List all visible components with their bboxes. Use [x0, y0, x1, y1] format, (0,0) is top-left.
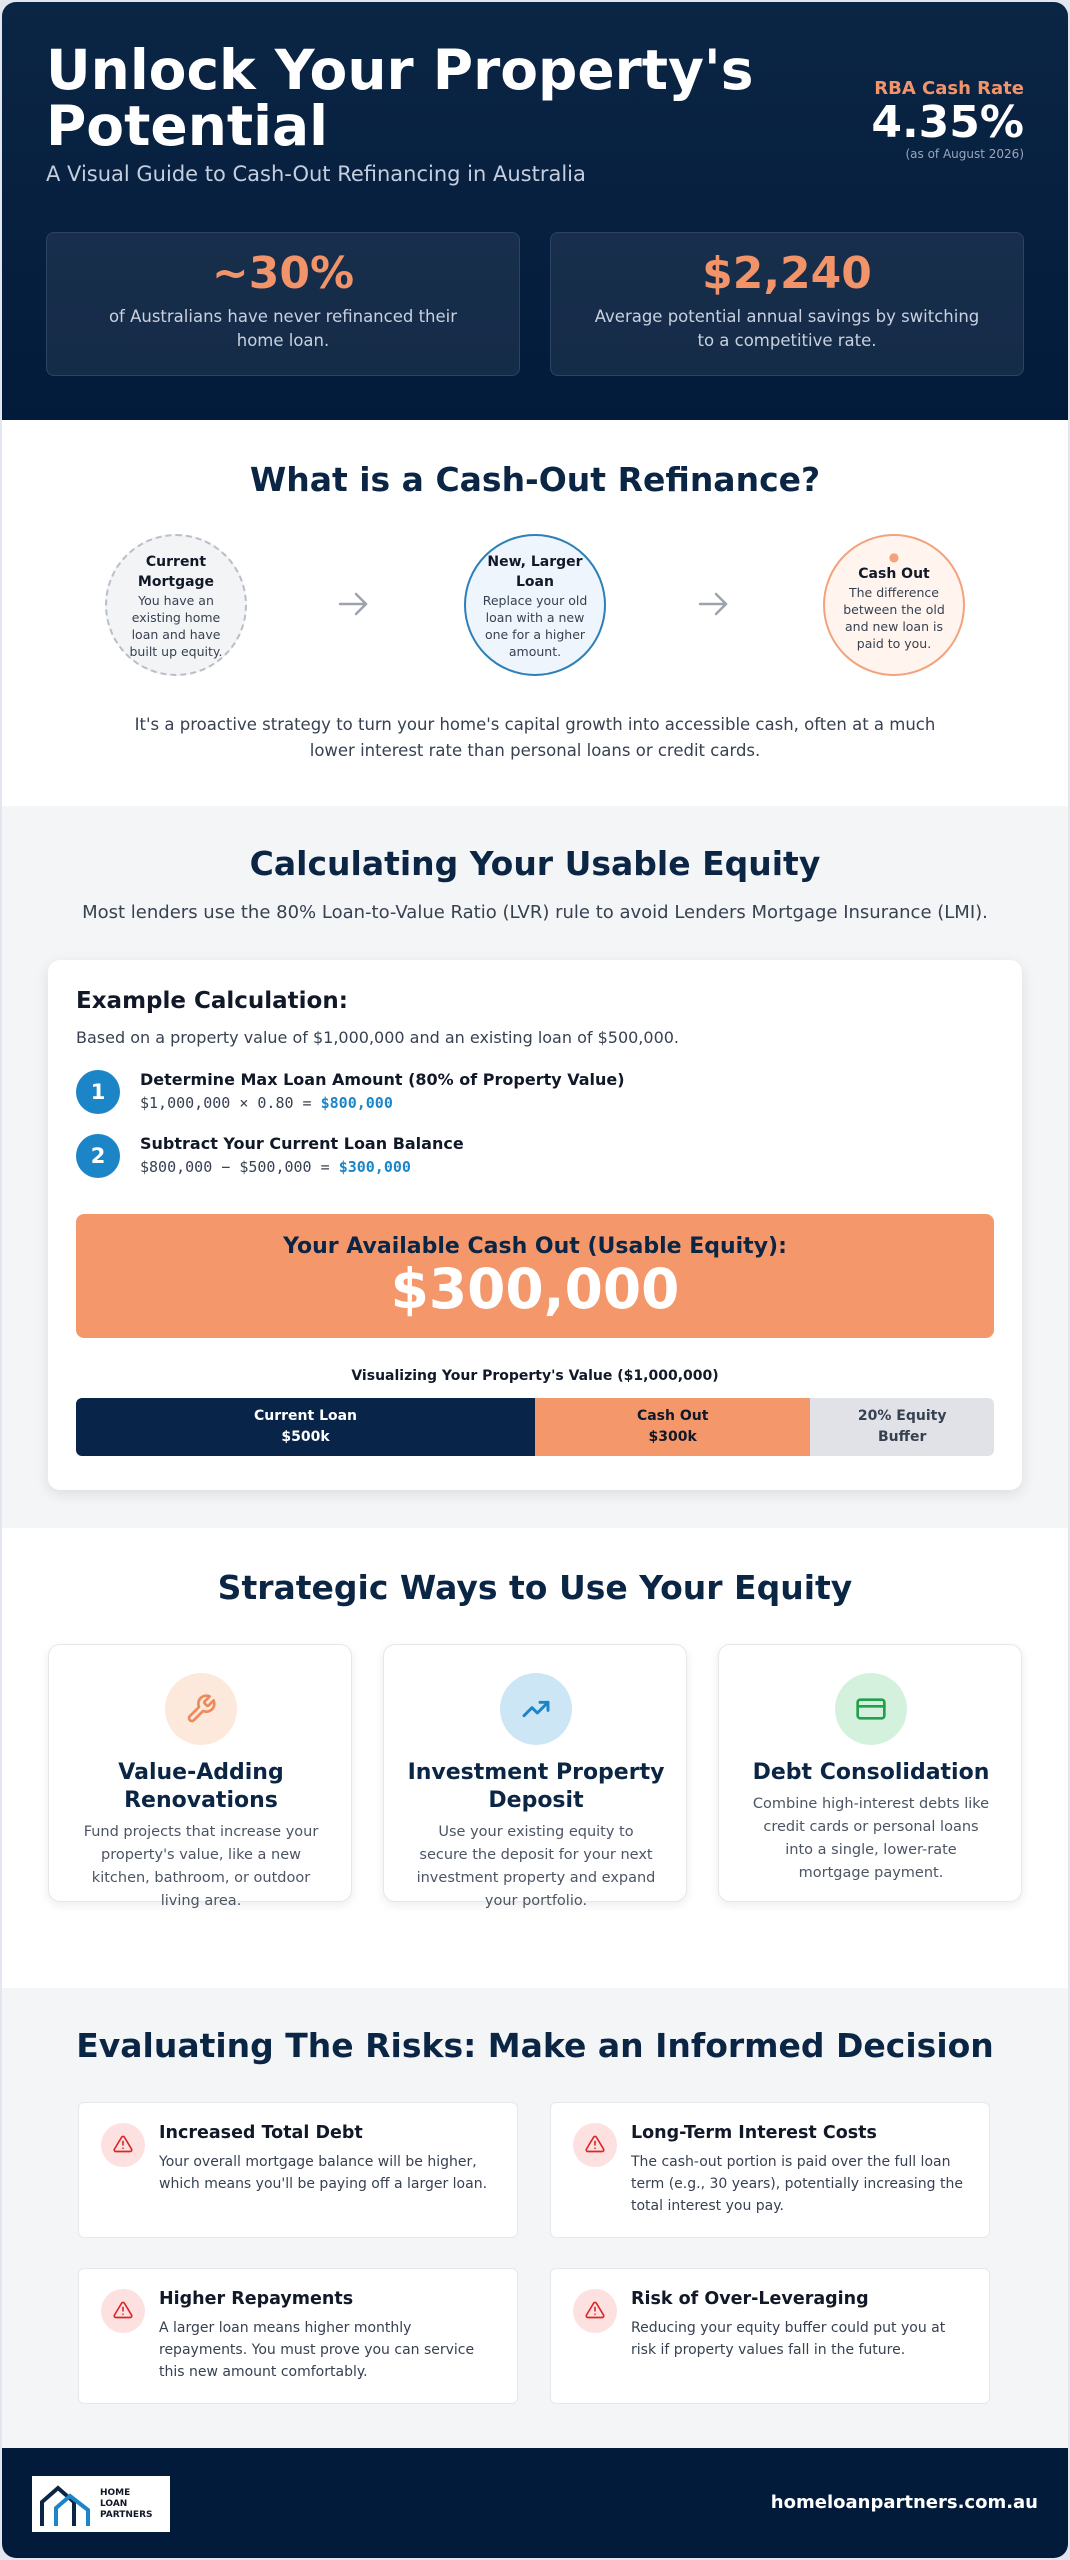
step-equation: [140, 1158, 411, 1176]
cash-out-circle: [823, 534, 965, 676]
cash-out-banner: [76, 1214, 994, 1338]
risk-text: The cash-out portion is paid over the full loan term (e.g., 30 years), potentially increasing the total interest you pay.: [631, 2154, 963, 2214]
hero-header: [2, 2, 1068, 420]
calculation-description: Based on a property value of $1,000,000 and an existing loan of $500,000.: [76, 1028, 680, 1047]
step-equation: [140, 1094, 393, 1112]
page-title: Unlock Your Property's Potential: [46, 38, 754, 158]
arrow-right-icon: [696, 586, 732, 622]
risk-text: A larger loan means higher monthly repayments. You must prove you can service this new amount comfortably.: [159, 2320, 475, 2380]
section-description: It's a proactive strategy to turn your home's capital growth into accessible cash, often at a much lower interest rate than personal loans or credit cards.: [134, 715, 936, 760]
bar-segment-value: $300k: [648, 1429, 697, 1445]
bar-segment-label: Cash Out: [636, 1408, 709, 1424]
risk-text: Your overall mortgage balance will be higher, which means you'll be paying off a larger loan.: [159, 2154, 488, 2192]
house-logo-icon: [38, 2482, 94, 2526]
rba-rate-label: RBA Cash Rate: [874, 78, 1024, 99]
warning-icon: [101, 2123, 145, 2167]
current-mortgage-circle: [105, 534, 247, 676]
risk-title: Higher Repayments: [159, 2289, 354, 2309]
infographic-page: [2, 2, 1068, 2558]
use-card-title: Value-Adding Renovations: [118, 1760, 284, 1813]
new-loan-circle: [464, 534, 606, 676]
step-number-badge: 1: [76, 1070, 120, 1114]
use-card-text: Combine high-interest debts like credit cards or personal loans into a single, lower-rate mortgage payment.: [752, 1796, 990, 1881]
use-card-title: Investment Property Deposit: [407, 1760, 665, 1813]
circle-text: You have an existing home loan and have built up equity.: [129, 593, 223, 659]
section-subtitle: Most lenders use the 80% Loan-to-Value Ratio (LVR) rule to avoid Lenders Mortgage Insurance (LMI).: [82, 902, 988, 923]
calculation-title: Example Calculation:: [76, 988, 348, 1014]
risks-section: [2, 1988, 1068, 2448]
equity-section: [2, 806, 1068, 1528]
warning-icon: [573, 2289, 617, 2333]
wrench-icon: [165, 1673, 237, 1745]
property-value-stacked-bar: [76, 1398, 994, 1456]
cash-out-value: $300,000: [390, 1257, 680, 1321]
circle-title: New, Larger Loan: [487, 554, 583, 590]
bar-segment-label: Current Loan: [253, 1408, 358, 1424]
stat-card-savings: [550, 232, 1024, 376]
company-logo[interactable]: [32, 2476, 170, 2532]
section-title: Strategic Ways to Use Your Equity: [217, 1568, 853, 1607]
circle-text: The difference between the old and new loan is paid to you.: [843, 585, 945, 651]
equation-result: $800,000: [320, 1094, 393, 1112]
use-card-text: Fund projects that increase your property's value, like a new kitchen, bathroom, or outdoor living area.: [83, 1824, 319, 1909]
bar-segment-value: Buffer: [877, 1429, 927, 1445]
trending-up-icon: [500, 1673, 572, 1745]
warning-icon: [101, 2289, 145, 2333]
calculation-card: [48, 960, 1022, 1490]
use-card-text: Use your existing equity to secure the deposit for your next investment property and expand your portfolio.: [416, 1824, 656, 1909]
risk-card: [78, 2268, 518, 2404]
bar-segment-current-loan: [76, 1398, 535, 1456]
circle-title: Cash Out: [858, 566, 930, 582]
cash-out-label: Your Available Cash Out (Usable Equity):: [283, 1234, 787, 1259]
equation-text: $800,000 − $500,000 =: [140, 1158, 339, 1176]
circle-title: Current Mortgage: [137, 554, 215, 590]
section-title: Calculating Your Usable Equity: [249, 844, 821, 883]
use-card-renovations: [48, 1644, 352, 1909]
use-card-debt-consolidation: [718, 1644, 1022, 1902]
coin-icon: ●: [888, 550, 900, 564]
equation-text: $1,000,000 × 0.80 =: [140, 1094, 321, 1112]
website-link[interactable]: homeloanpartners.com.au: [770, 2492, 1038, 2513]
chart-title: Visualizing Your Property's Value ($1,000,000): [351, 1368, 719, 1384]
use-card-title: Debt Consolidation: [752, 1760, 990, 1785]
stat-value: $2,240: [702, 248, 872, 299]
equation-result: $300,000: [338, 1158, 411, 1176]
bar-segment-label: 20% Equity: [857, 1408, 947, 1424]
step-title: Subtract Your Current Loan Balance: [140, 1134, 464, 1153]
section-title: What is a Cash-Out Refinance?: [249, 460, 821, 499]
page-subtitle: A Visual Guide to Cash-Out Refinancing in Australia: [46, 162, 586, 186]
risk-title: Increased Total Debt: [159, 2123, 363, 2143]
stat-value: ~30%: [211, 248, 355, 299]
bar-segment-value: $500k: [281, 1429, 330, 1445]
stat-card-refinanced: [46, 232, 520, 376]
step-title: Determine Max Loan Amount (80% of Property Value): [140, 1070, 625, 1089]
rba-rate-note: (as of August 2026): [905, 147, 1024, 161]
use-card-investment: [383, 1644, 687, 1909]
stat-text: of Australians have never refinanced their home loan.: [108, 307, 458, 350]
credit-card-icon: [835, 1673, 907, 1745]
step-number-badge: 2: [76, 1134, 120, 1178]
risk-card: [78, 2102, 518, 2238]
arrow-right-icon: [336, 586, 372, 622]
risk-card: [550, 2102, 990, 2238]
risk-title: Risk of Over-Leveraging: [631, 2289, 869, 2309]
risk-text: Reducing your equity buffer could put you at risk if property values fall in the future.: [631, 2320, 946, 2358]
rba-rate-value: 4.35%: [871, 97, 1024, 148]
bar-segment-cash-out: [535, 1398, 810, 1456]
rba-rate-panel: [871, 78, 1024, 161]
risk-title: Long-Term Interest Costs: [631, 2123, 877, 2143]
footer: [2, 2448, 1068, 2558]
circle-text: Replace your old loan with a new one for a higher amount.: [482, 593, 588, 659]
warning-icon: [573, 2123, 617, 2167]
bar-segment-equity-buffer: [810, 1398, 994, 1456]
section-title: Evaluating The Risks: Make an Informed Decision: [76, 2026, 994, 2065]
stat-text: Average potential annual savings by switching to a competitive rate.: [594, 307, 980, 350]
risk-card: [550, 2268, 990, 2404]
equity-uses-section: [2, 1528, 1068, 1988]
logo-wordmark: HOME LOAN PARTNERS: [100, 2488, 153, 2520]
what-is-section: [2, 420, 1068, 806]
